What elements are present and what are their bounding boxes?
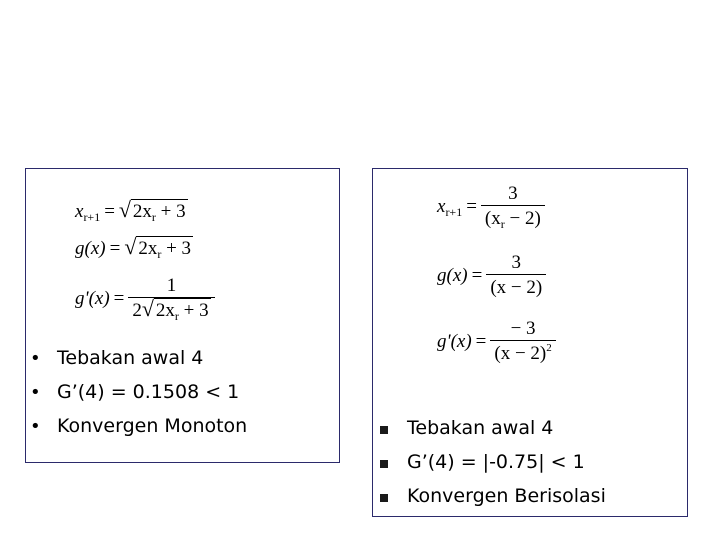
left-equation-2: g(x) = √ $2x_r + 3$ <box>75 234 192 261</box>
square-bullet-icon <box>380 451 407 473</box>
list-item: • Konvergen Monoton <box>30 415 248 437</box>
right-equation-1: $x_{r+1}$ = $\frac{3}{(x_r - 2)}$ <box>437 184 545 228</box>
list-item: • Tebakan awal 4 <box>30 347 204 369</box>
sqrt-symbol: √ $2x_r + 3$ <box>118 197 186 224</box>
list-item: Konvergen Berisolasi <box>380 479 606 513</box>
right-equation-3: g'(x) = $\frac{- 3}{(x - 2)^2}$ <box>437 319 556 363</box>
list-item: G’(4) = |-0.75| < 1 <box>380 445 606 479</box>
bullet-icon: • <box>30 415 41 437</box>
left-bullet-list <box>30 341 247 443</box>
bullet-icon: • <box>30 381 41 403</box>
sqrt-symbol: √ $2x_r + 3$ <box>124 234 192 261</box>
left-equation-1: $x_{r+1}$ = √ $2x_r + 3$ <box>75 197 186 224</box>
bullet-icon: • <box>30 347 41 369</box>
square-bullet-icon <box>380 485 407 507</box>
right-equation-2: g(x) = $\frac{3}{(x - 2)}$ <box>437 253 546 297</box>
left-equation-3: g'(x) = 1 2 √ $2x_r + 3$ <box>75 276 215 320</box>
right-bullet-list <box>380 411 606 513</box>
list-item: Tebakan awal 4 <box>380 411 606 445</box>
list-item: • G’(4) = 0.1508 < 1 <box>30 381 240 403</box>
square-bullet-icon <box>380 417 407 439</box>
sqrt-symbol: √ $2x_r + 3$ <box>141 296 209 323</box>
